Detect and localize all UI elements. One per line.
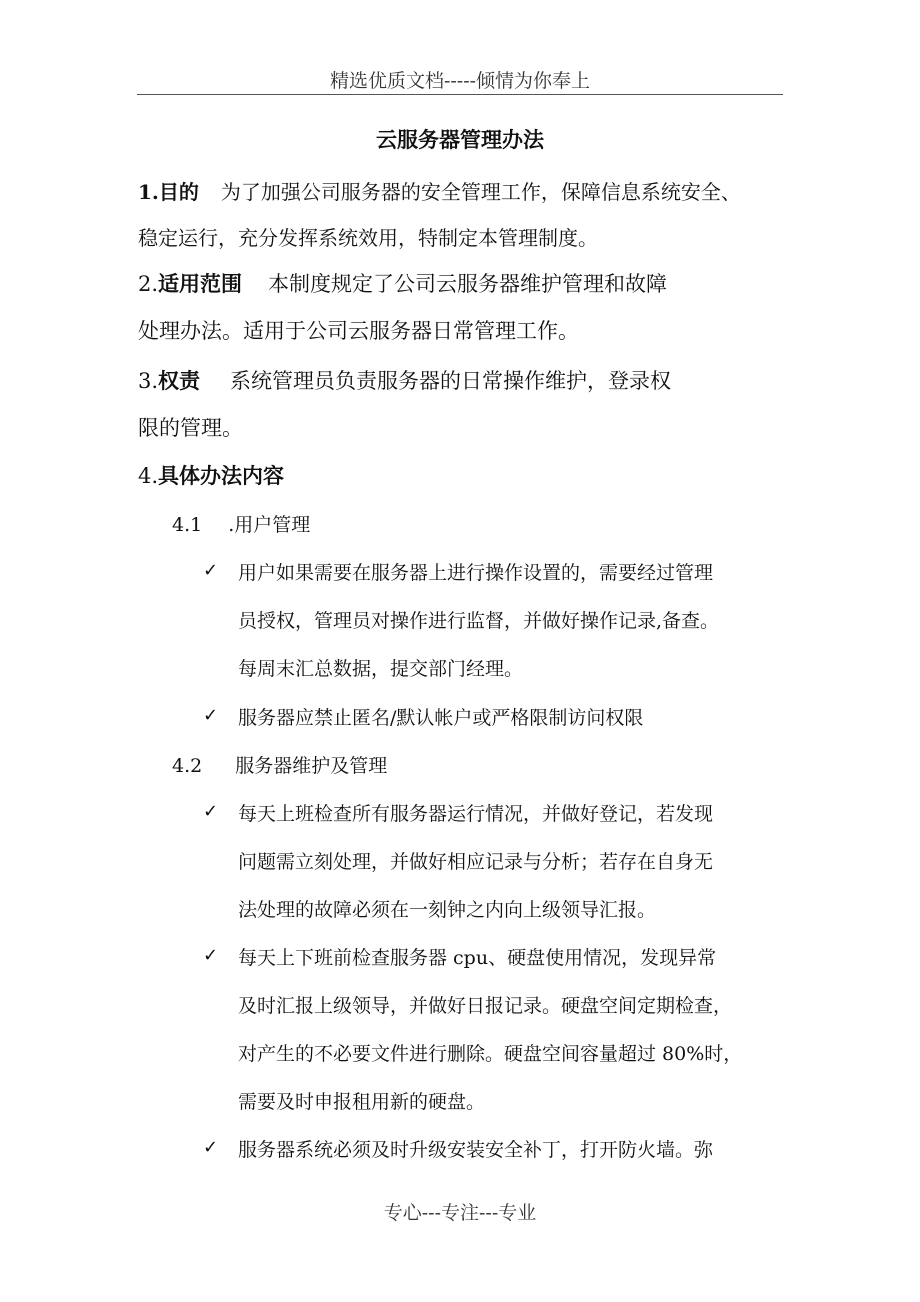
- section-duty: [138, 365, 671, 395]
- page-header: 精选优质文档-----倾情为你奉上: [329, 70, 591, 92]
- subsection-user-management-label: .用户管理: [228, 514, 311, 536]
- list-item-line: 每周末汇总数据，提交部门经理。: [238, 658, 524, 680]
- section-duty-number: 3.: [138, 369, 159, 393]
- page-footer: 专心---专注---专业: [383, 1202, 537, 1224]
- section-duty-heading: 权责: [158, 368, 201, 393]
- section-purpose-number: 1.: [138, 180, 159, 204]
- checkmark-icon: ✓: [203, 945, 219, 966]
- section-content-number: 4.: [138, 464, 159, 488]
- section-purpose: [138, 176, 741, 205]
- section-scope-text-2: 处理办法。适用于公司云服务器日常管理工作。: [138, 319, 579, 343]
- document-title: 云服务器管理办法: [376, 127, 544, 152]
- section-scope: [138, 268, 667, 298]
- subsection-server-maintenance-number: 4.2: [172, 755, 203, 777]
- section-scope-heading: 适用范围: [158, 271, 243, 296]
- checkmark-icon: ✓: [203, 1137, 219, 1158]
- list-item-line: 法处理的故障必须在一刻钟之内向上级领导汇报。: [238, 899, 657, 921]
- section-purpose-heading: 目的: [158, 180, 199, 204]
- checkmark-icon: ✓: [203, 560, 219, 581]
- section-purpose-text-2: 稳定运行，充分发挥系统效用，特制定本管理制度。: [138, 226, 598, 250]
- list-item-line: 服务器系统必须及时升级安装安全补丁，打开防火墙。弥: [238, 1139, 714, 1161]
- header-divider: [137, 94, 783, 95]
- list-item-line: 员授权，管理员对操作进行监督，并做好操作记录,备查。: [238, 610, 720, 632]
- section-content: [138, 460, 284, 490]
- section-purpose-text-1: 为了加强公司服务器的安全管理工作，保障信息系统安全、: [220, 180, 741, 204]
- section-duty-text-2: 限的管理。: [138, 416, 243, 440]
- list-item-line: 需要及时申报租用新的硬盘。: [238, 1091, 486, 1113]
- list-item-line: 每天上班检查所有服务器运行情况，并做好登记，若发现: [238, 803, 714, 825]
- subsection-server-maintenance: [172, 751, 387, 778]
- subsection-user-management: [172, 510, 310, 537]
- list-item-line: 用户如果需要在服务器上进行操作设置的，需要经过管理: [238, 562, 714, 584]
- list-item-line: 对产生的不必要文件进行删除。硬盘空间容量超过 80%时，: [238, 1043, 743, 1065]
- subsection-server-maintenance-label: 服务器维护及管理: [235, 755, 388, 777]
- list-item-line: 服务器应禁止匿名/默认帐户或严格限制访问权限: [238, 707, 644, 729]
- checkmark-icon: ✓: [203, 705, 219, 726]
- section-scope-number: 2.: [138, 272, 159, 296]
- list-item-line: 每天上下班前检查服务器 cpu、硬盘使用情况，发现异常: [238, 947, 717, 969]
- list-item-line: 问题需立刻处理，并做好相应记录与分析；若存在自身无: [238, 851, 714, 873]
- subsection-user-management-number: 4.1: [172, 514, 203, 536]
- checkmark-icon: ✓: [203, 801, 219, 822]
- section-content-heading: 具体办法内容: [158, 463, 285, 488]
- section-scope-text-1: 本制度规定了公司云服务器维护管理和故障: [268, 272, 668, 296]
- list-item-line: 及时汇报上级领导，并做好日报记录。硬盘空间定期检查，: [238, 995, 733, 1017]
- section-duty-text-1: 系统管理员负责服务器的日常操作维护，登录权: [230, 369, 672, 393]
